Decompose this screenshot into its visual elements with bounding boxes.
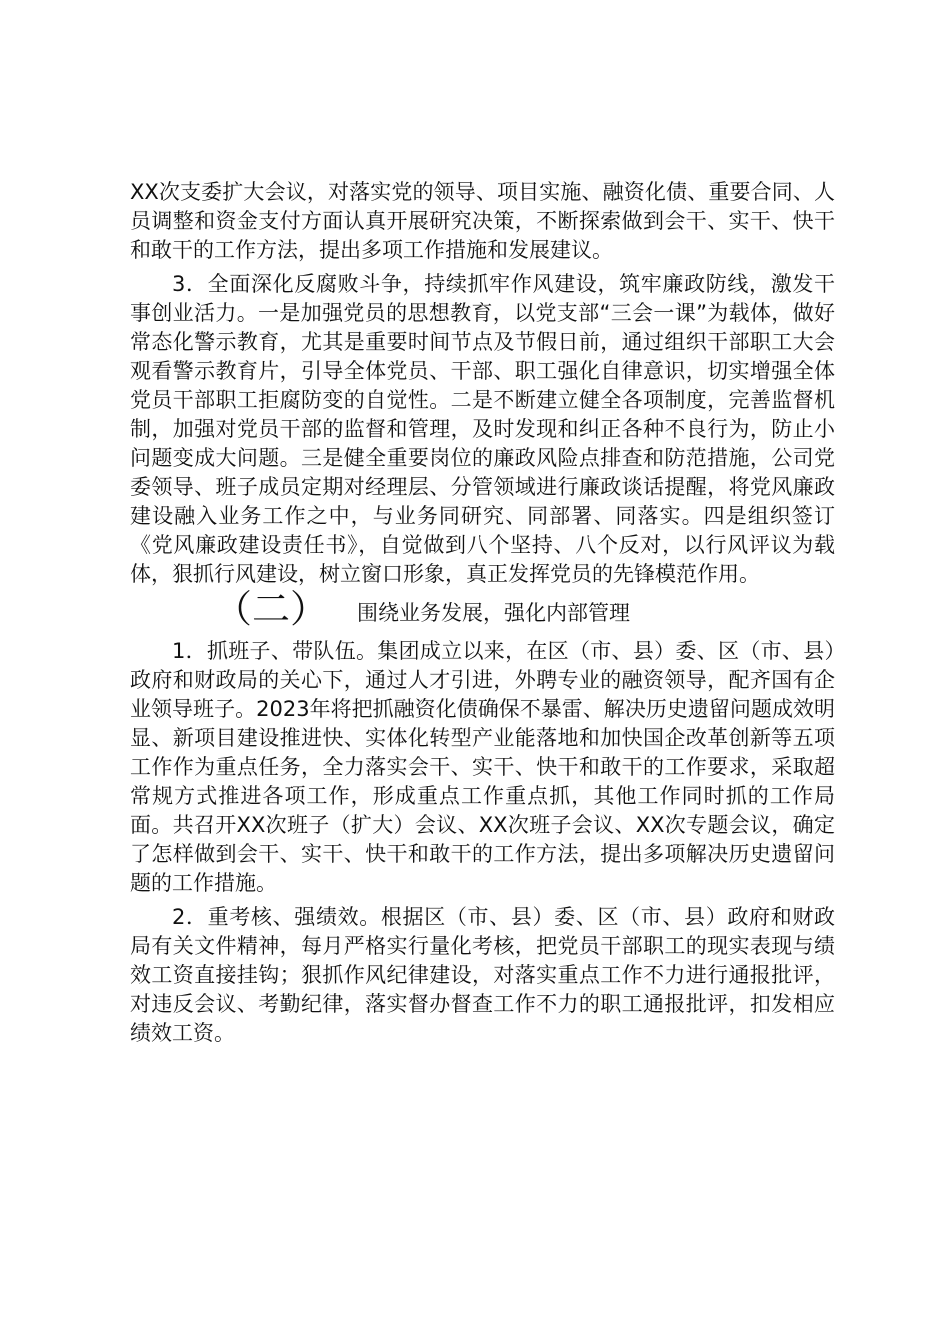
section-number: （二） bbox=[214, 587, 329, 631]
section-title: 围绕业务发展，强化内部管理 bbox=[357, 601, 630, 625]
paragraph-continuation: XX次支委扩大会议，对落实党的领导、项目实施、融资化债、重要合同、人员调整和资金支付方面认真开展研究决策，不断探索做到会干、实干、快干和敢干的工作方法，提出多项工作措施和发展建议。 bbox=[130, 180, 835, 262]
section-heading bbox=[130, 587, 835, 637]
paragraph-section2-item-2: 2．重考核、强绩效。根据区（市、县）委、区（市、县）政府和财政局有关文件精神，每月严格实行量化考核，把党员干部职工的现实表现与绩效工资直接挂钩；狠抓作风纪律建设，对落实重点工作不力进行通报批评，对违反会议、考勤纪律，落实督办督查工作不力的职工通报批评，扣发相应绩效工资。 bbox=[130, 905, 835, 1045]
document-body bbox=[130, 178, 835, 1048]
paragraph-section2-item-1: 1．抓班子、带队伍。集团成立以来，在区（市、县）委、区（市、县）政府和财政局的关心下，通过人才引进，外聘专业的融资领导，配齐国有企业领导班子。2023年将把抓融资化债确保不暴雷、解决历史遗留问题成效明显、新项目建设推进快、实体化转型产业能落地和加快国企改革创新等五项工作作为重点任务，全力落实会干、实干、快干和敢干的工作要求，采取超常规方式推进各项工作，形成重点工作重点抓，其他工作同时抓的工作局面。共召开XX次班子（扩大）会议、XX次班子会议、XX次专题会议，确定了怎样做到会干、实干、快干和敢干的工作方法，提出多项解决历史遗留问题的工作措施。 bbox=[130, 639, 835, 895]
paragraph-item-3: 3．全面深化反腐败斗争，持续抓牢作风建设，筑牢廉政防线，激发干事创业活力。一是加强党员的思想教育，以党支部“三会一课”为载体，做好常态化警示教育，尤其是重要时间节点及节假日前，通过组织干部职工大会观看警示教育片，引导全体党员、干部、职工强化自律意识，切实增强全体党员干部职工拒腐防变的自觉性。二是不断建立健全各项制度，完善监督机制，加强对党员干部的监督和管理，及时发现和纠正各种不良行为，防止小问题变成大问题。三是健全重要岗位的廉政风险点排查和防范措施，公司党委领导、班子成员定期对经理层、分管领域进行廉政谈话提醒，将党风廉政建设融入业务工作之中，与业务同研究、同部署、同落实。四是组织签订《党风廉政建设责任书》，自觉做到八个坚持、八个反对，以行风评议为载体，狠抓行风建设，树立窗口形象，真正发挥党员的先锋模范作用。 bbox=[130, 272, 835, 586]
